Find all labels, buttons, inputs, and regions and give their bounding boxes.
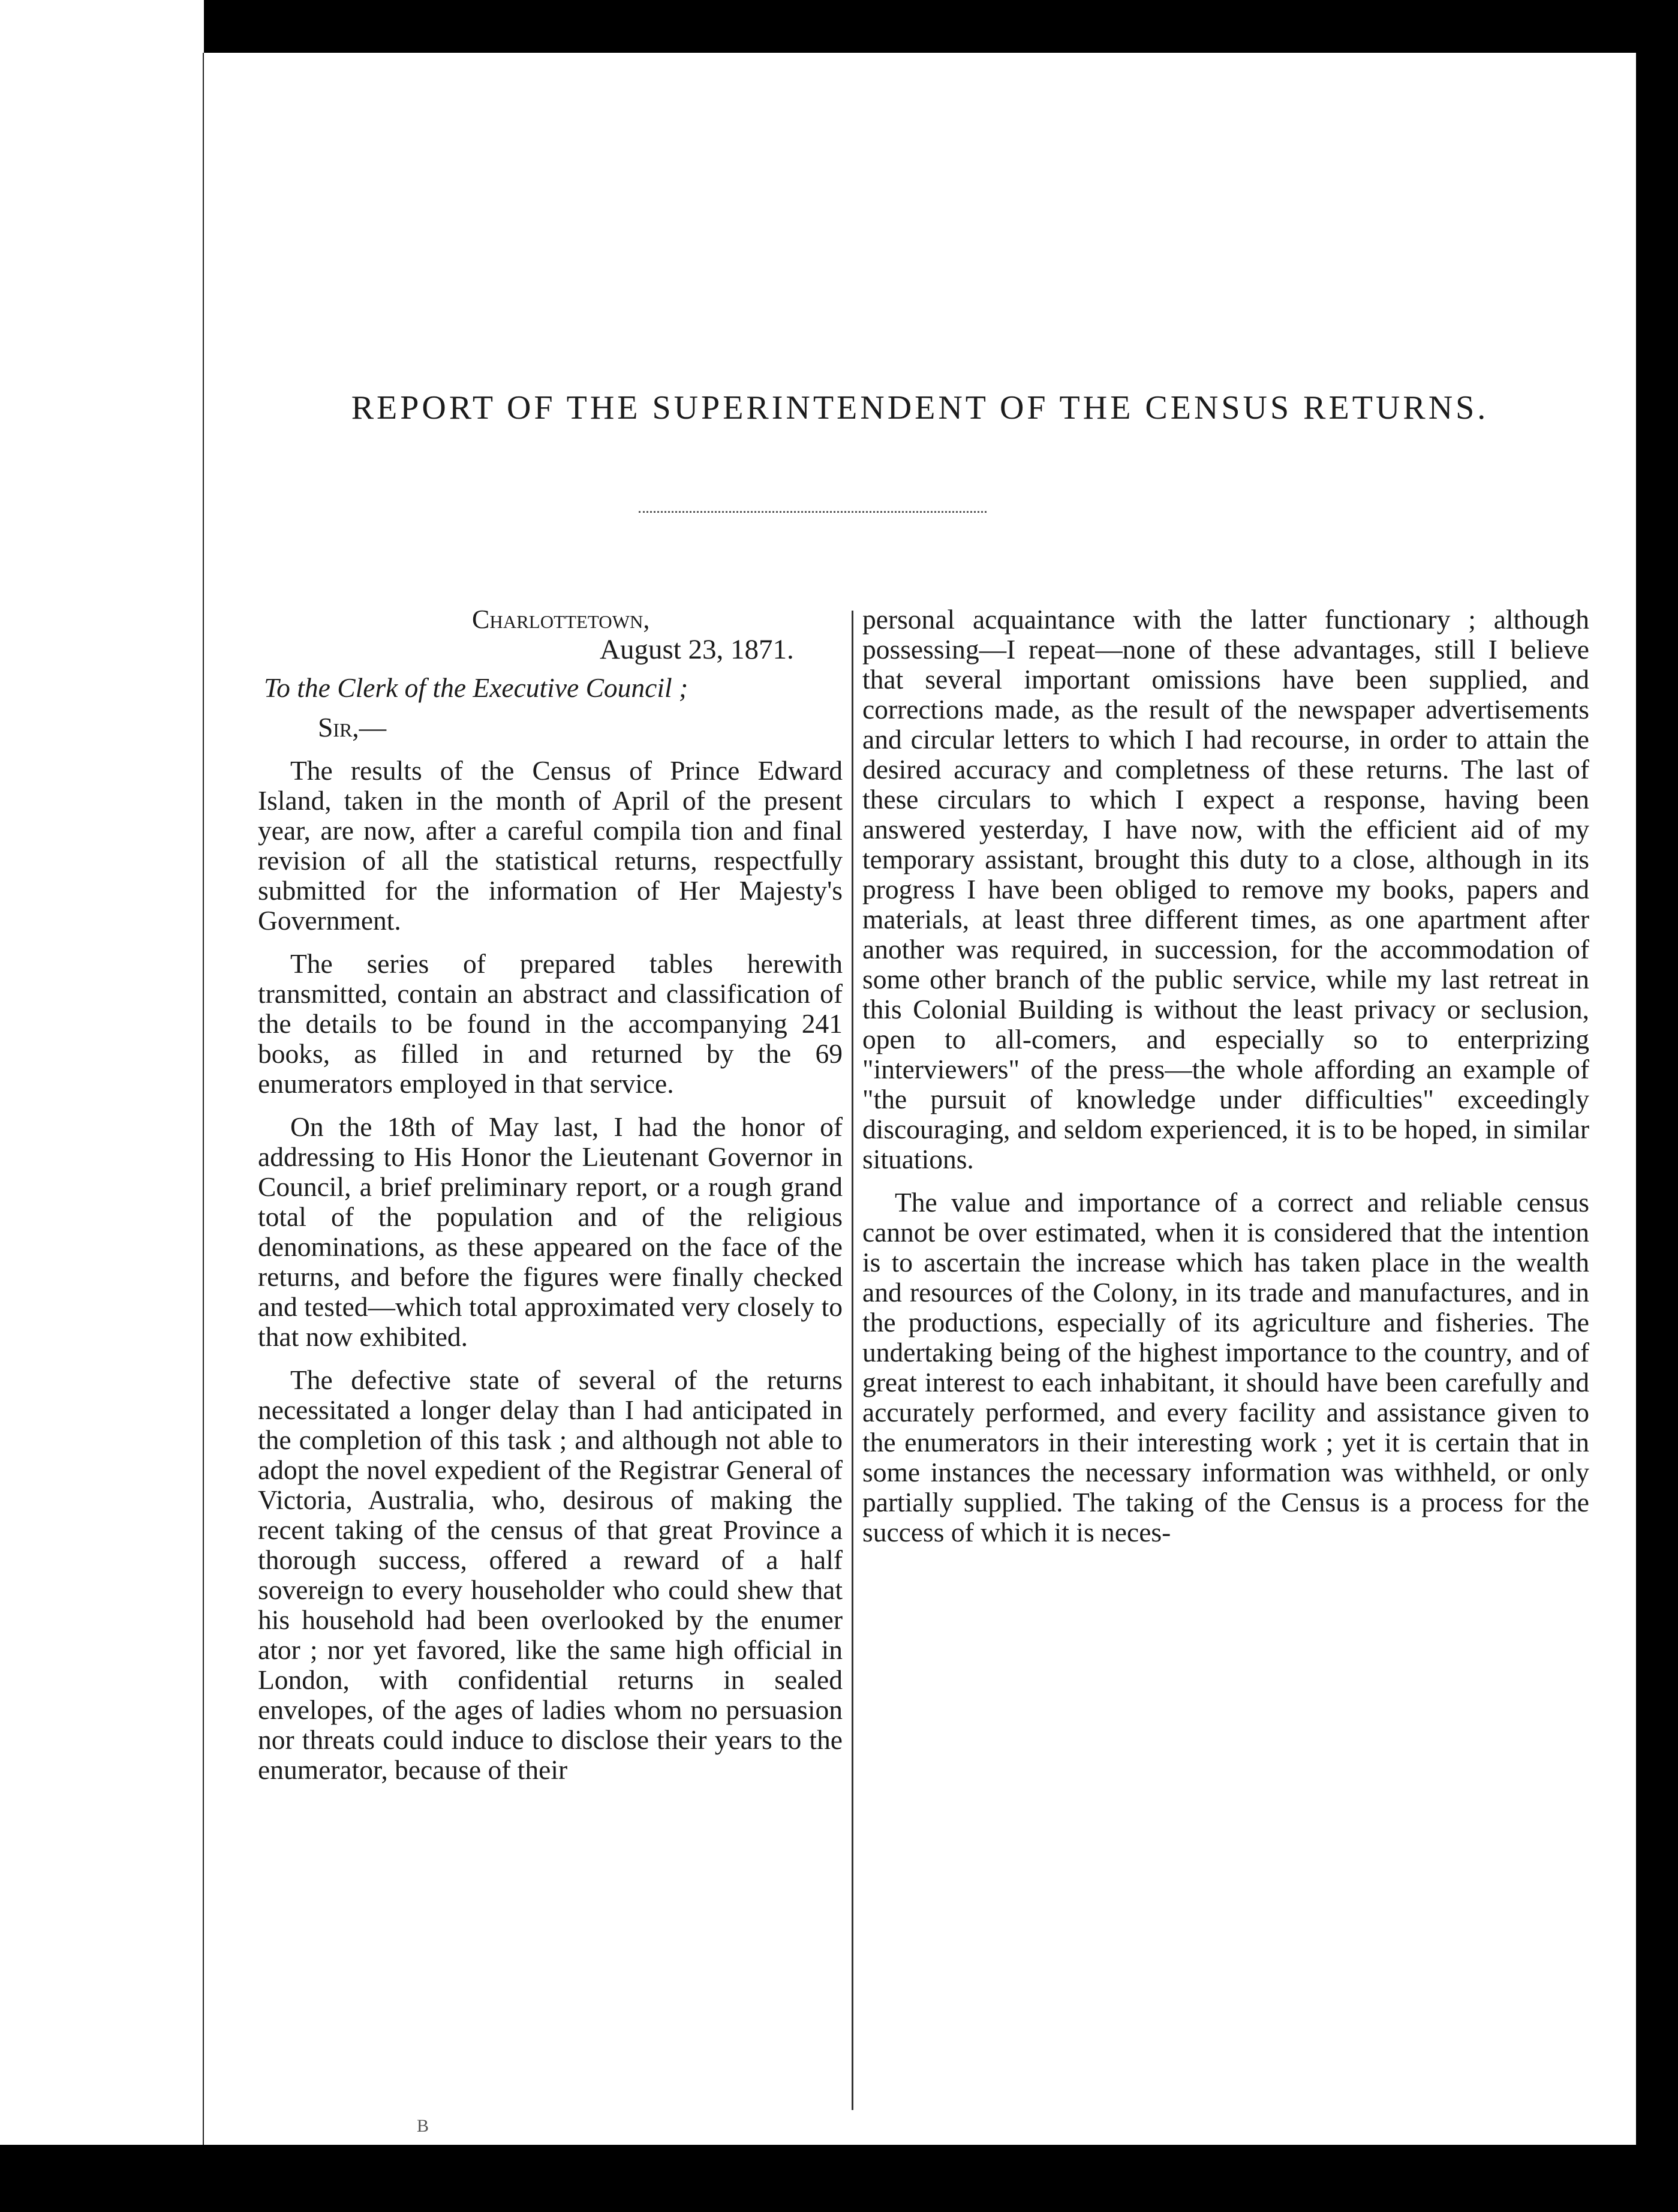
scan-border-top [0, 0, 1678, 53]
scan-border-bottom [0, 2145, 1678, 2212]
document-page [204, 53, 1636, 2145]
paragraph: The value and importance of a correct and reliable census cannot be over estimated, when it is considered that the intention is to ascertain the increase which has taken place in the wealth and resources of the Colony, in its trade and manufactures, and in the productions, especially of its agriculture and fisheries. The undertaking being of the highest importance to the country, and of great interest to each inhabitant, it should have been carefully and accurately performed, and every facility and assistance given to the enumerators in their interesting work ; yet it is certain that in some instances the necessary information was withheld, or only partially supplied. The taking of the Census is a process for the success of which it is neces- [862, 1187, 1589, 1547]
scan-left-margin [0, 0, 204, 2212]
title-ornament-rule [639, 511, 987, 513]
right-column [862, 605, 1589, 1547]
letter-salutation: To the Clerk of the Executive Council ; [264, 672, 688, 703]
column-divider [852, 611, 853, 2110]
letter-place: Charlottetown, [472, 605, 650, 634]
scan-border-right [1636, 0, 1678, 2212]
paragraph: The defective state of several of the returns necessitated a longer delay than I had anticipated in the completion of this task ; and although not able to adopt the novel expedient of the Registrar General of Victoria, Australia, who, desirous of making the recent taking of the census of that great Province a thorough success, offered a reward of a half sovereign to every householder who could shew that his household had been overlooked by the enumer ator ; nor yet favored, like the same high official in London, with confidential returns in sealed envelopes, of the ages of ladies whom no persuasion nor threats could induce to disclose their years to the enumerator, because of their [258, 1365, 843, 1785]
left-column [258, 605, 843, 1785]
page-title: REPORT OF THE SUPERINTENDENT OF THE CENSUS RETURNS. [351, 389, 1489, 426]
paragraph: The results of the Census of Prince Edward Island, taken in the month of April of the present year, are now, after a careful compila tion and final revision of all the statistical returns, respectfully submitted for the information of Her Majesty's Government. [258, 755, 843, 936]
paragraph: The series of prepared tables herewith transmitted, contain an abstract and classification of the details to be found in the accompanying 241 books, as filled in and returned by the 69 enumerators employed in that service. [258, 948, 843, 1099]
letter-date: August 23, 1871. [600, 634, 794, 665]
letter-sir: Sir,— [318, 712, 387, 743]
signature-mark: B [417, 2116, 429, 2136]
paragraph: On the 18th of May last, I had the honor of addressing to His Honor the Lieutenant Governor in Council, a brief preliminary report, or a rough grand total of the population and of the religious denominations, as these appeared on the face of the returns, and before the figures were finally checked and tested—which total approximated very closely to that now exhibited. [258, 1111, 843, 1352]
paragraph: personal acquaintance with the latter functionary ; although possessing—I repeat—none of these advantages, still I believe that several important omissions have been supplied, and corrections made, as the result of the newspaper advertisements and circular letters to which I had recourse, in order to attain the desired accuracy and completness of these returns. The last of these circulars to which I expect a response, having been answered yesterday, I have now, with the efficient aid of my temporary assistant, brought this duty to a close, although in its progress I have been obliged to remove my books, papers and materials, at least three different times, as one apartment after another was required, in succession, for the accommodation of some other branch of the public service, while my last retreat in this Colonial Building is without the least privacy or seclusion, open to all-comers, and especially so to enterprizing "interviewers" of the press—the whole affording an example of "the pursuit of knowledge under difficulties" exceedingly discouraging, and seldom experienced, it is to be hoped, in similar situations. [862, 604, 1589, 1174]
